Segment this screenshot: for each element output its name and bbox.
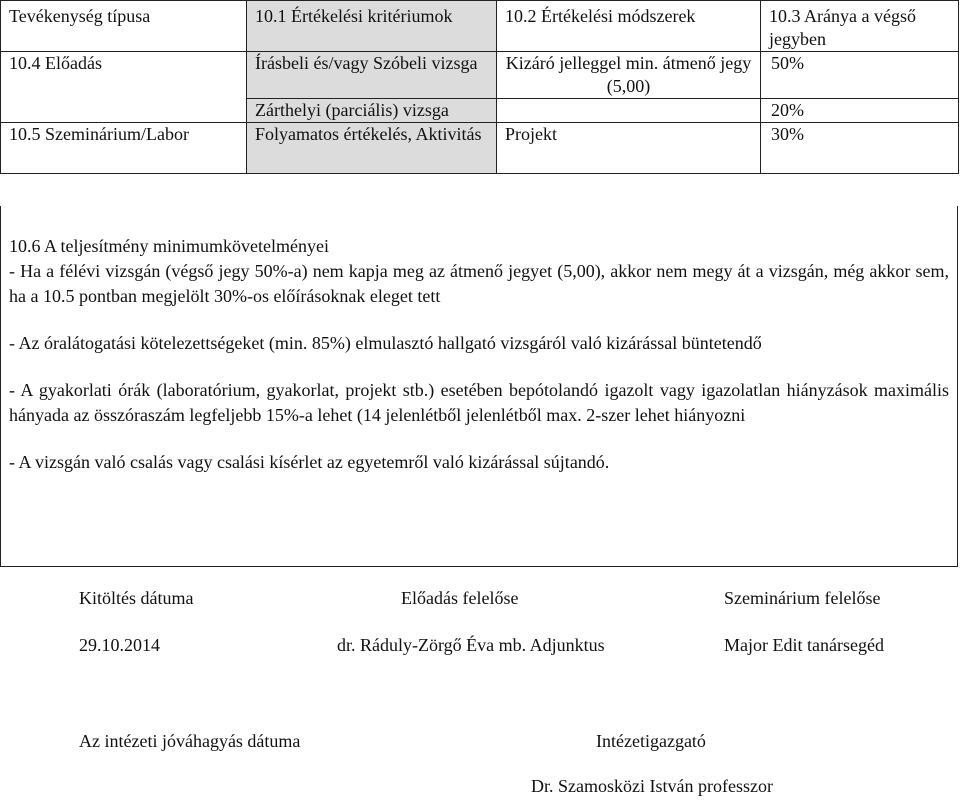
table-header-row: [1, 1, 959, 52]
cell-ratio: 20%: [761, 99, 959, 123]
cell-criteria: Írásbeli és/vagy Szóbeli vizsga: [247, 52, 497, 99]
fill-date-value: 29.10.2014: [79, 635, 160, 655]
cell-criteria: Folyamatos értékelés, Aktivitás: [247, 123, 497, 174]
cell-ratio: 50%: [761, 52, 959, 99]
lecture-responsible-name: dr. Ráduly-Zörgő Éva mb. Adjunktus: [337, 635, 605, 655]
seminar-responsible-label: Szeminárium felelőse: [724, 588, 881, 608]
cell-method: Kizáró jelleggel min. átmenő jegy (5,00): [497, 52, 761, 99]
requirement-item: - A gyakorlati órák (laboratórium, gyakorlat, projekt stb.) esetében bepótolandó igazolt vagy igazolatlan hiányzások maximális hányada az összóraszám legfeljebb 15%-a lehet (14 jelenlétből jelenlétből max. 2-szer lehet hiányozni: [9, 380, 949, 425]
cell-type: [1, 99, 247, 123]
table-row: [1, 99, 959, 123]
cell-criteria: Zárthelyi (parciális) vizsga: [247, 99, 497, 123]
cell-method: [497, 99, 761, 123]
cell-method: Projekt: [497, 123, 761, 174]
table-row: [1, 123, 959, 174]
header-activity-type: Tevékenység típusa: [1, 1, 247, 52]
header-method: 10.2 Értékelési módszerek: [497, 1, 761, 52]
header-criteria: 10.1 Értékelési kritériumok: [247, 1, 497, 52]
cell-type: 10.5 Szeminárium/Labor: [1, 123, 247, 174]
table-row: [1, 52, 959, 99]
requirement-item: - Az óralátogatási kötelezettségeket (min. 85%) elmulasztó hallgató vizsgáról való kizárással büntetendő: [9, 333, 762, 353]
requirements-section: [0, 206, 958, 567]
header-ratio: 10.3 Aránya a végső jegyben: [761, 1, 959, 52]
director-label: Intézetigazgató: [596, 731, 706, 751]
requirements-title: 10.6 A teljesítmény minimumkövetelményei: [9, 236, 329, 256]
seminar-responsible-name: Major Edit tanársegéd: [724, 635, 884, 655]
requirement-item: - A vizsgán való csalás vagy csalási kísérlet az egyetemről való kizárással sújtandó.: [9, 452, 610, 472]
lecture-responsible-label: Előadás felelőse: [401, 588, 519, 608]
evaluation-table: [0, 0, 958, 174]
fill-date-label: Kitöltés dátuma: [79, 588, 194, 608]
director-name: Dr. Szamosközi István professzor: [531, 776, 773, 796]
cell-ratio: 30%: [761, 123, 959, 174]
requirement-item: - Ha a félévi vizsgán (végső jegy 50%-a) nem kapja meg az átmenő jegyet (5,00), akkor nem megy át a vizsgán, még akkor sem, ha a 10.5 pontban megjelölt 30%-os előírásoknak eleget tett: [9, 261, 949, 306]
approval-date-label: Az intézeti jóváhagyás dátuma: [79, 731, 301, 751]
cell-type: 10.4 Előadás: [1, 52, 247, 99]
